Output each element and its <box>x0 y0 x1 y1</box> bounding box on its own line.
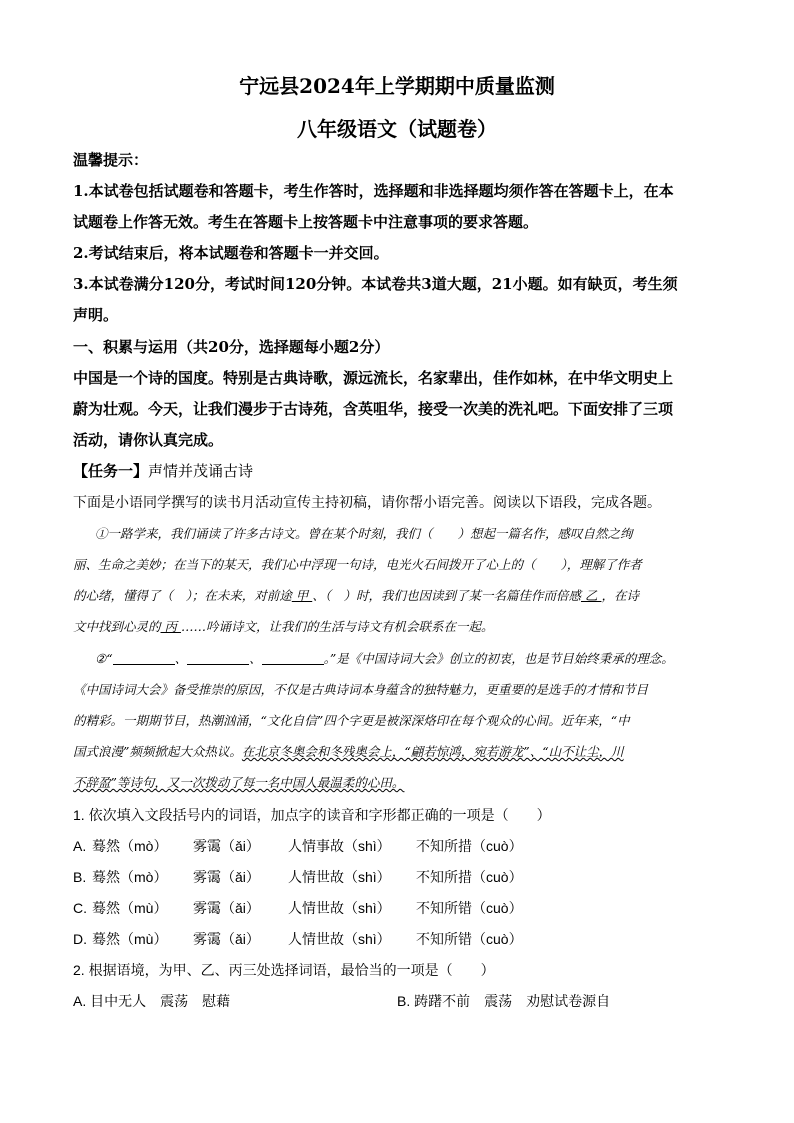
task-1-title: 声情并茂诵古诗 <box>148 462 254 480</box>
passage-p1-line-4-a: 文中找到心灵的 <box>73 619 161 634</box>
section-1-intro-line-2: 蔚为壮观。今天，让我们漫步于古诗苑，含英咀华，接受一次美的洗礼吧。下面安排了三项 <box>73 400 674 418</box>
wavy-underlined-sentence: 在北京冬奥会和冬残奥会上，“翩若惊鸿，宛若游龙”、“山不让尘，川 <box>241 744 624 759</box>
blank-bing: 丙 <box>160 619 181 634</box>
question-2-option-a[interactable]: A. 目中无人 震荡 慰藉 <box>73 993 231 1009</box>
option-word-1: 蓦然（mù） <box>92 931 168 947</box>
passage-p1-line-4 <box>73 617 493 637</box>
passage-p2-line-1-b: 。”是《中国诗词大会》创立的初衷，也是节目始终秉承的理念。 <box>323 651 674 666</box>
passage-p2-line-4-a: 国式浪漫”频频掀起大众热议。 <box>73 744 242 759</box>
passage-p1-line-1: ①一路学来，我们诵读了许多古诗文。曾在某个时刻，我们（ ）想起一篇名作，感叹自然之绚 <box>95 526 633 541</box>
passage-p2-line-5 <box>73 773 404 793</box>
task-1-instruction: 下面是小语同学撰写的读书月活动宣传主持初稿，请你帮小语完善。阅读以下语段，完成各题。 <box>73 494 661 510</box>
fill-blank-2[interactable] <box>187 650 249 665</box>
question-2-option-b[interactable]: B. 踌躇不前 震荡 劝慰试卷源自 <box>397 993 611 1009</box>
notice-item-1-line-2: 试题卷上作答无效。考生在答题卡上按答题卡中注意事项的要求答题。 <box>73 213 539 231</box>
notice-item-2: 2.考试结束后，将本试题卷和答题卡一并交回。 <box>73 244 389 262</box>
passage-p2-line-3: 的精彩。一期期节目，热潮汹涌，“文化自信”四个字更是被深深烙印在每个观众的心间。近年来，“中 <box>73 713 630 728</box>
passage-p1-line-3-c: ，在诗 <box>601 588 639 603</box>
fill-blank-1[interactable] <box>113 650 175 665</box>
section-1-heading: 一、积累与运用（共20分，选择题每小题2分） <box>73 338 390 356</box>
option-word-3: 人情世故（shì） <box>288 900 391 916</box>
wavy-underlined-sentence-end: 不辞盈”等诗句，又一次拨动了每一名中国人最温柔的心田。 <box>73 775 405 790</box>
option-word-2: 雾霭（ǎi） <box>193 931 260 947</box>
option-word-1: 蓦然（mò） <box>92 869 168 885</box>
option-word-3: 人情事故（shì） <box>288 838 391 854</box>
passage-p1-line-3-b: 、（ ）时，我们也因读到了某一名篇佳作而倍感 <box>312 588 581 603</box>
section-1-intro-line-1: 中国是一个诗的国度。特别是古典诗歌，源远流长，名家辈出，佳作如林，在中华文明史上 <box>73 369 674 387</box>
task-1-heading <box>73 461 253 481</box>
exam-title: 宁远县2024年上学期期中质量监测 <box>239 74 555 98</box>
passage-p1-line-2: 丽、生命之美妙；在当下的某天，我们心中浮现一句诗，电光火石间拨开了心上的（ ），理解了作者 <box>73 557 642 572</box>
option-letter: D. <box>73 931 87 947</box>
blank-yi: 乙 <box>580 588 602 603</box>
option-word-4: 不知所措（cuò） <box>416 869 523 885</box>
notice-item-1-line-1: 1.本试卷包括试题卷和答题卡，考生作答时，选择题和非选择题均须作答在答题卡上，在本 <box>73 182 674 200</box>
question-1-stem: 1. 依次填入文段括号内的词语，加点字的读音和字形都正确的一项是（ ） <box>73 807 551 823</box>
option-word-3: 人情世故（shì） <box>288 869 391 885</box>
passage-p1-line-3-a: 的心绪，懂得了（ ）；在未来，对前途 <box>73 588 292 603</box>
option-letter: A. <box>73 838 87 854</box>
passage-p2-line-4 <box>73 742 624 762</box>
option-word-3: 人情世故（shì） <box>288 931 391 947</box>
blank-separator-2: 、 <box>249 651 262 666</box>
exam-subtitle: 八年级语文（试题卷） <box>297 117 497 141</box>
notice-item-3-line-2: 声明。 <box>73 306 119 324</box>
notice-label: 温馨提示： <box>73 151 149 169</box>
option-word-1: 蓦然（mò） <box>92 838 168 854</box>
option-word-1: 蓦然（mù） <box>92 900 168 916</box>
passage-p2-line-2: 《中国诗词大会》备受推崇的原因，不仅是古典诗词本身蕴含的独特魅力，更重要的是选手的才情和节目 <box>73 682 649 697</box>
option-letter: B. <box>73 869 87 885</box>
question-2-stem: 2. 根据语境，为甲、乙、丙三处选择词语，最恰当的一项是（ ） <box>73 962 495 978</box>
option-word-4: 不知所错（cuò） <box>416 900 523 916</box>
passage-p1-line-4-b: ……吟诵诗文，让我们的生活与诗文有机会联系在一起。 <box>180 619 494 634</box>
passage-p1-line-3 <box>73 586 639 606</box>
option-word-4: 不知所错（cuò） <box>416 931 523 947</box>
fill-blank-3[interactable] <box>262 650 324 665</box>
option-word-2: 雾霭（ǎi） <box>193 838 260 854</box>
option-letter: C. <box>73 900 87 916</box>
notice-item-3-line-1: 3.本试卷满分120分，考试时间120分钟。本试卷共3道大题，21小题。如有缺页，考生须 <box>73 275 678 293</box>
task-1-label: 【任务一】 <box>73 462 149 480</box>
passage-p2-line-1 <box>95 649 674 669</box>
option-word-2: 雾霭（ǎi） <box>193 869 260 885</box>
passage-p2-line-1-a: ②“ <box>95 651 113 666</box>
blank-jia: 甲 <box>291 588 313 603</box>
section-1-intro-line-3: 活动，请你认真完成。 <box>73 431 224 449</box>
blank-separator-1: 、 <box>174 651 188 666</box>
option-word-4: 不知所措（cuò） <box>416 838 523 854</box>
option-word-2: 雾霭（ǎi） <box>193 900 260 916</box>
